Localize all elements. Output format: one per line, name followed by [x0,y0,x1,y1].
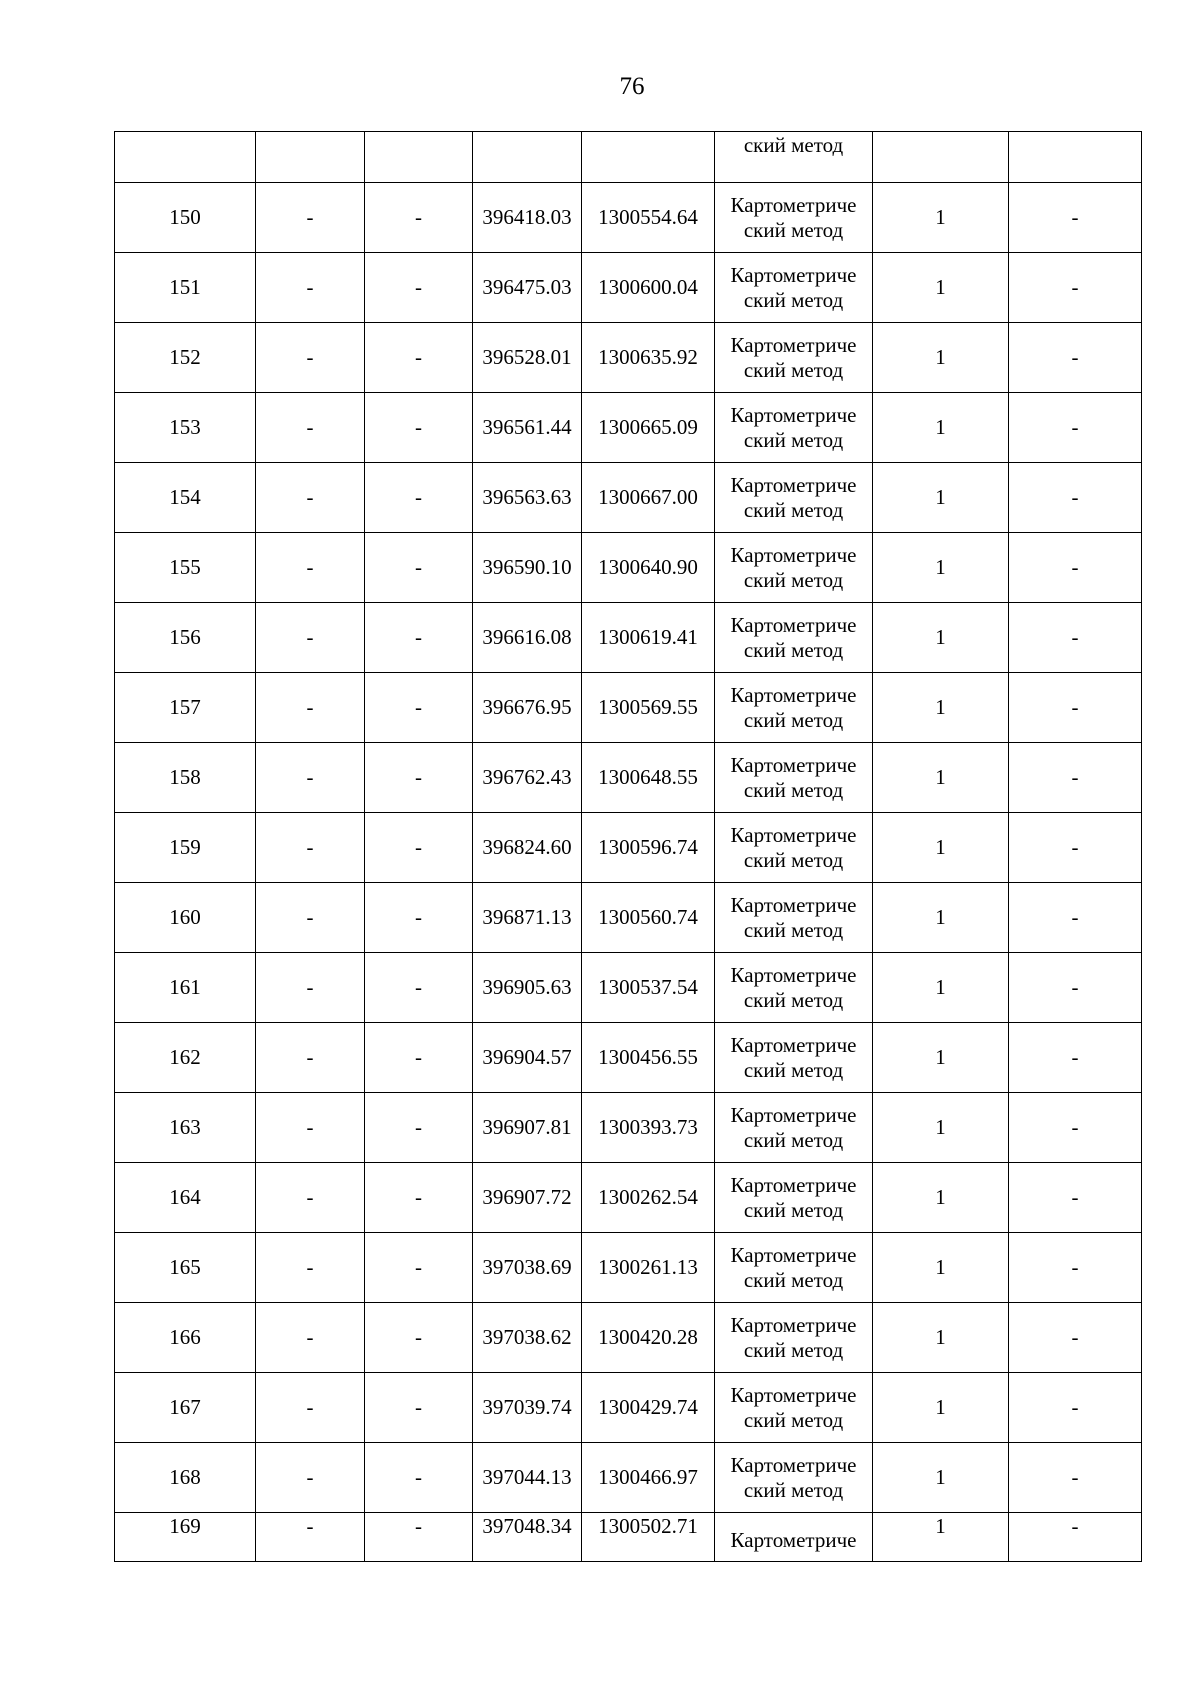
cell-note: - [1009,743,1142,813]
table-row [115,393,1142,463]
cell-column-2: - [256,1373,365,1443]
cell-method: ский метод [715,132,873,183]
method-line-2: ский метод [743,1127,844,1152]
cell-column-3: - [365,323,473,393]
cell-x: 397044.13 [473,1443,582,1513]
cell-method [715,463,873,533]
cell-column-2: - [256,393,365,463]
cell-method [715,743,873,813]
table-row [115,883,1142,953]
cell-method [715,603,873,673]
coordinates-table [114,131,1142,1562]
cell-y: 1300456.55 [582,1023,715,1093]
method-line-1: Картометриче [730,682,857,707]
cell-accuracy: 1 [873,1513,1009,1562]
cell-point-number: 161 [115,953,256,1023]
method-line-2: ский метод [743,637,844,662]
table-row [115,673,1142,743]
cell-x: 396871.13 [473,883,582,953]
cell-x: 397048.34 [473,1513,582,1562]
cell-column-2: - [256,1513,365,1562]
cell-method [715,1233,873,1303]
cell-note: - [1009,1233,1142,1303]
cell-accuracy: 1 [873,953,1009,1023]
cell-point-number: 150 [115,183,256,253]
cell-column-2: - [256,1233,365,1303]
cell-y: 1300596.74 [582,813,715,883]
cell-column-3: - [365,1513,473,1562]
cell-column-2: - [256,253,365,323]
table-row [115,1233,1142,1303]
table-row [115,1373,1142,1443]
method-line-2: ский метод [743,1477,844,1502]
cell-note: - [1009,533,1142,603]
method-line-1: Картометриче [730,192,857,217]
cell-accuracy: 1 [873,1233,1009,1303]
cell-accuracy: 1 [873,1093,1009,1163]
table-row [115,603,1142,673]
method-line-1: Картометриче [730,822,857,847]
table-row-last [115,1513,1142,1562]
cell-note: - [1009,1093,1142,1163]
cell-column-3: - [365,603,473,673]
table-row [115,1163,1142,1233]
cell-column-2: - [256,743,365,813]
cell-y: 1300619.41 [582,603,715,673]
cell-y: 1300600.04 [582,253,715,323]
cell-x: 397039.74 [473,1373,582,1443]
cell-x: 396590.10 [473,533,582,603]
cell-accuracy: 1 [873,253,1009,323]
table-row [115,953,1142,1023]
cell-method [715,1443,873,1513]
cell-method [715,183,873,253]
cell-point-number: 155 [115,533,256,603]
cell-y: 1300554.64 [582,183,715,253]
cell-accuracy: 1 [873,393,1009,463]
cell-method [715,673,873,743]
method-line-2: ский метод [743,427,844,452]
table-row [115,813,1142,883]
cell-column-2: - [256,673,365,743]
cell-method [715,323,873,393]
cell-method: Картометриче [715,1513,873,1562]
cell-method [715,813,873,883]
cell-column-3: - [365,1233,473,1303]
method-line-1: Картометриче [730,1242,857,1267]
method-line-2: ский метод [743,1337,844,1362]
cell-note [1009,132,1142,183]
cell-method [715,253,873,323]
cell-accuracy: 1 [873,183,1009,253]
cell-accuracy: 1 [873,603,1009,673]
cell-point-number: 160 [115,883,256,953]
cell-y: 1300502.71 [582,1513,715,1562]
cell-accuracy: 1 [873,1303,1009,1373]
method-line-2: ский метод [743,707,844,732]
table-row-continued [115,132,1142,183]
cell-y: 1300667.00 [582,463,715,533]
cell-method [715,1303,873,1373]
table-row [115,323,1142,393]
cell-x: 397038.69 [473,1233,582,1303]
table-row [115,1303,1142,1373]
cell-accuracy: 1 [873,1373,1009,1443]
table-row [115,1093,1142,1163]
cell-method [715,393,873,463]
cell-x: 396616.08 [473,603,582,673]
cell-accuracy: 1 [873,1163,1009,1233]
cell-x: 396676.95 [473,673,582,743]
cell-y: 1300569.55 [582,673,715,743]
cell-note: - [1009,183,1142,253]
method-line-1: Картометриче [730,612,857,637]
cell-column-2: - [256,953,365,1023]
table-row [115,183,1142,253]
cell-note: - [1009,813,1142,883]
cell-note: - [1009,603,1142,673]
cell-x [473,132,582,183]
method-line-1: Картометриче [730,1452,857,1477]
cell-column-3: - [365,1163,473,1233]
cell-column-2: - [256,1023,365,1093]
cell-y: 1300261.13 [582,1233,715,1303]
cell-point-number: 153 [115,393,256,463]
cell-method [715,1373,873,1443]
cell-note: - [1009,673,1142,743]
method-line-1: Картометриче [730,262,857,287]
method-line-1: Картометриче [730,752,857,777]
method-line-2: ский метод [743,1197,844,1222]
method-line-1: Картометриче [730,332,857,357]
cell-y: 1300560.74 [582,883,715,953]
cell-column-3: - [365,533,473,603]
cell-point-number: 163 [115,1093,256,1163]
method-line-1: Картометриче [730,1032,857,1057]
cell-column-3: - [365,1373,473,1443]
table-row [115,463,1142,533]
table-body [115,132,1142,1562]
cell-column-3: - [365,953,473,1023]
cell-column-2: - [256,463,365,533]
cell-point-number: 167 [115,1373,256,1443]
cell-column-3: - [365,1093,473,1163]
page-number: 76 [619,73,645,100]
cell-point-number [115,132,256,183]
cell-column-3: - [365,883,473,953]
cell-method [715,1023,873,1093]
cell-point-number: 165 [115,1233,256,1303]
method-line-1: Картометриче [730,892,857,917]
cell-y [582,132,715,183]
cell-accuracy: 1 [873,673,1009,743]
cell-column-2: - [256,183,365,253]
cell-x: 396418.03 [473,183,582,253]
method-line-1: Картометриче [730,1102,857,1127]
cell-y: 1300393.73 [582,1093,715,1163]
cell-point-number: 158 [115,743,256,813]
cell-y: 1300635.92 [582,323,715,393]
cell-column-2: - [256,813,365,883]
cell-column-3 [365,132,473,183]
cell-point-number: 156 [115,603,256,673]
method-line-2: ский метод [743,847,844,872]
cell-column-3: - [365,463,473,533]
cell-point-number: 166 [115,1303,256,1373]
cell-note: - [1009,1513,1142,1562]
method-line-1: Картометриче [730,472,857,497]
cell-method [715,953,873,1023]
method-line-2: ский метод [743,287,844,312]
method-line-2: ский метод [743,217,844,242]
method-line-2: ский метод [743,497,844,522]
method-line-1: Картометриче [730,402,857,427]
method-line-2: ский метод [743,357,844,382]
cell-point-number: 154 [115,463,256,533]
cell-x: 396475.03 [473,253,582,323]
cell-point-number: 162 [115,1023,256,1093]
cell-x: 396762.43 [473,743,582,813]
cell-note: - [1009,463,1142,533]
cell-x: 396904.57 [473,1023,582,1093]
method-line-2: ский метод [743,777,844,802]
table-row [115,533,1142,603]
method-line-2: ский метод [743,917,844,942]
table-row [115,1443,1142,1513]
cell-x: 396907.81 [473,1093,582,1163]
method-line-1: Картометриче [730,542,857,567]
cell-note: - [1009,1443,1142,1513]
cell-note: - [1009,1303,1142,1373]
cell-method [715,1163,873,1233]
cell-column-3: - [365,393,473,463]
cell-method [715,883,873,953]
cell-column-3: - [365,1443,473,1513]
cell-point-number: 157 [115,673,256,743]
cell-accuracy: 1 [873,463,1009,533]
cell-accuracy [873,132,1009,183]
cell-x: 396907.72 [473,1163,582,1233]
cell-accuracy: 1 [873,533,1009,603]
cell-y: 1300262.54 [582,1163,715,1233]
method-line-1: Картометриче [730,962,857,987]
cell-note: - [1009,1373,1142,1443]
cell-column-2: - [256,323,365,393]
cell-accuracy: 1 [873,743,1009,813]
cell-accuracy: 1 [873,1443,1009,1513]
cell-column-3: - [365,183,473,253]
cell-column-2: - [256,883,365,953]
cell-accuracy: 1 [873,813,1009,883]
cell-accuracy: 1 [873,323,1009,393]
method-line-1: Картометриче [730,1312,857,1337]
method-line-2: ский метод [743,1267,844,1292]
cell-note: - [1009,253,1142,323]
cell-note: - [1009,883,1142,953]
cell-note: - [1009,393,1142,463]
cell-accuracy: 1 [873,883,1009,953]
cell-column-2: - [256,1443,365,1513]
table-row [115,1023,1142,1093]
method-line-2: ский метод [743,1057,844,1082]
cell-column-3: - [365,743,473,813]
cell-column-2: - [256,603,365,673]
table-row [115,743,1142,813]
cell-x: 396561.44 [473,393,582,463]
method-line-1: Картометриче [730,1172,857,1197]
cell-point-number: 159 [115,813,256,883]
method-line-1: Картометриче [730,1382,857,1407]
table-row [115,253,1142,323]
cell-note: - [1009,1163,1142,1233]
cell-y: 1300665.09 [582,393,715,463]
method-line-2: ский метод [743,987,844,1012]
cell-method [715,533,873,603]
cell-point-number: 151 [115,253,256,323]
cell-y: 1300537.54 [582,953,715,1023]
cell-y: 1300429.74 [582,1373,715,1443]
cell-x: 396563.63 [473,463,582,533]
cell-accuracy: 1 [873,1023,1009,1093]
cell-column-2: - [256,1163,365,1233]
cell-y: 1300420.28 [582,1303,715,1373]
cell-x: 396528.01 [473,323,582,393]
cell-column-3: - [365,1303,473,1373]
cell-point-number: 168 [115,1443,256,1513]
cell-point-number: 169 [115,1513,256,1562]
cell-column-2: - [256,1093,365,1163]
cell-column-3: - [365,673,473,743]
cell-point-number: 152 [115,323,256,393]
cell-column-3: - [365,1023,473,1093]
cell-y: 1300648.55 [582,743,715,813]
cell-x: 397038.62 [473,1303,582,1373]
cell-column-2 [256,132,365,183]
cell-note: - [1009,323,1142,393]
cell-note: - [1009,953,1142,1023]
cell-x: 396905.63 [473,953,582,1023]
method-line-2: ский метод [743,1407,844,1432]
cell-y: 1300640.90 [582,533,715,603]
cell-point-number: 164 [115,1163,256,1233]
cell-note: - [1009,1023,1142,1093]
cell-column-2: - [256,1303,365,1373]
method-line-2: ский метод [743,567,844,592]
cell-column-2: - [256,533,365,603]
cell-y: 1300466.97 [582,1443,715,1513]
cell-column-3: - [365,813,473,883]
cell-x: 396824.60 [473,813,582,883]
cell-method [715,1093,873,1163]
cell-column-3: - [365,253,473,323]
